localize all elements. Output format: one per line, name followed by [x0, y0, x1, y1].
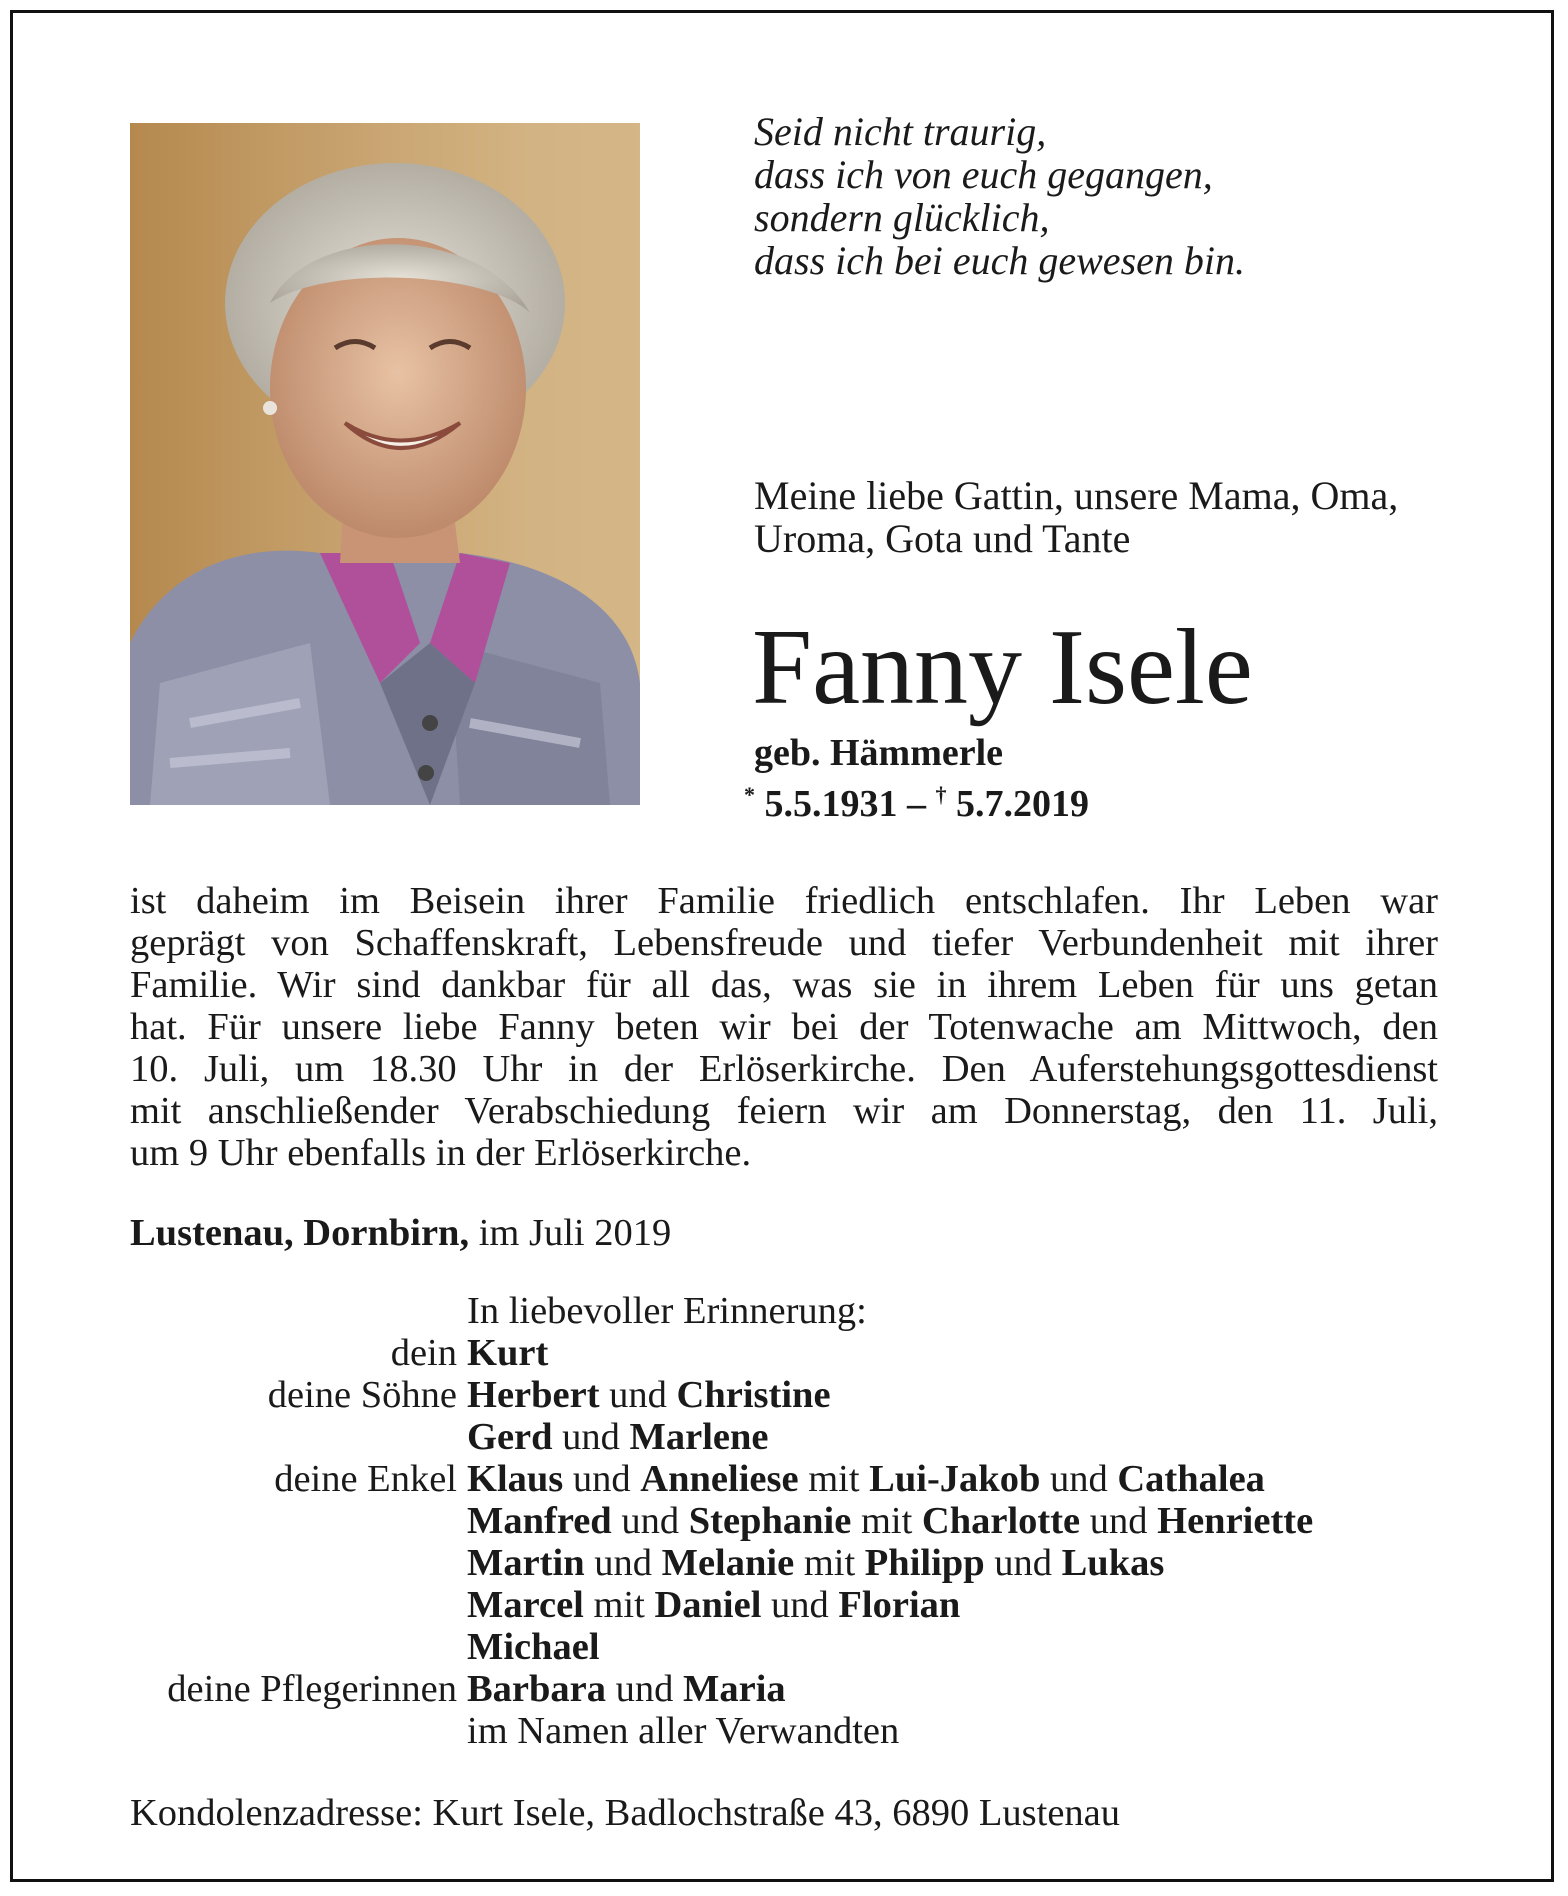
mourner-name: Charlotte	[921, 1500, 1081, 1542]
body-line: hat. Für unsere liebe Fanny beten wir bei der Totenwache am Mittwoch, den	[130, 1006, 1438, 1048]
connector-text: und	[1080, 1500, 1158, 1542]
poem-line: dass ich von euch gegangen,	[754, 152, 1213, 197]
poem-line: dass ich bei euch gewesen bin.	[754, 238, 1245, 283]
mourner-name: Maria	[683, 1668, 786, 1710]
mourner-row	[130, 1416, 1470, 1458]
connector-text: mit	[798, 1458, 870, 1500]
life-dates	[744, 774, 1089, 825]
mourner-row	[130, 1584, 1470, 1626]
intro-line: Uroma, Gota und Tante	[754, 516, 1131, 561]
memory-block	[130, 1290, 1470, 1752]
date-separator: –	[907, 783, 926, 825]
relation-label	[130, 1542, 467, 1584]
relation-label	[130, 1416, 467, 1458]
relation-label: deine Enkel	[274, 1458, 457, 1500]
mourner-name: Florian	[838, 1584, 961, 1626]
body-line: Familie. Wir sind dankbar für all das, was sie in ihrem Leben für uns getan	[130, 964, 1438, 1006]
connector-text: mit	[794, 1542, 865, 1584]
mourner-name: Lui-Jakob	[869, 1458, 1041, 1500]
mourner-names	[467, 1668, 1470, 1710]
relation-label: deine Pflegerinnen	[167, 1668, 457, 1710]
mourner-names	[467, 1542, 1470, 1584]
connector-text: und	[761, 1584, 839, 1626]
mourner-row	[130, 1668, 1470, 1710]
mourner-name: Marcel	[467, 1584, 584, 1626]
mourner-row	[130, 1500, 1470, 1542]
connector-text: und	[611, 1500, 689, 1542]
body-line: um 9 Uhr ebenfalls in der Erlöserkirche.	[130, 1132, 752, 1174]
memory-heading: In liebevoller Erinnerung:	[467, 1290, 867, 1332]
relation-label: dein	[390, 1332, 457, 1374]
memory-heading-row	[130, 1290, 1470, 1332]
condolence-address: Kondolenzadresse: Kurt Isele, Badlochstraße 43, 6890 Lustenau	[130, 1792, 1121, 1834]
mourner-names	[467, 1374, 1470, 1416]
mourner-names	[467, 1710, 1470, 1752]
maiden-name: geb. Hämmerle	[754, 732, 1004, 774]
mourner-name: Marlene	[629, 1416, 769, 1458]
mourner-name: Daniel	[654, 1584, 762, 1626]
birth-date: 5.5.1931	[764, 783, 898, 825]
mourner-name: Michael	[467, 1626, 600, 1668]
connector-text: und	[606, 1668, 684, 1710]
death-symbol: †	[935, 782, 947, 807]
mourner-name: Christine	[676, 1374, 831, 1416]
mourner-name: Lukas	[1061, 1542, 1165, 1584]
mourners-list	[130, 1332, 1470, 1752]
portrait-photo	[130, 123, 640, 805]
connector-text: und	[552, 1416, 630, 1458]
connector-text: und	[599, 1374, 677, 1416]
body-line: ist daheim im Beisein ihrer Familie friedlich entschlafen. Ihr Leben war	[130, 880, 1438, 922]
mourner-name: Philipp	[864, 1542, 985, 1584]
birth-symbol: *	[744, 782, 755, 807]
poem-line: Seid nicht traurig,	[754, 109, 1047, 154]
mourner-name: Melanie	[661, 1542, 795, 1584]
connector-text: und	[563, 1458, 641, 1500]
mourner-name: Klaus	[467, 1458, 564, 1500]
body-line: mit anschließender Verabschiedung feiern wir am Donnerstag, den 11. Juli,	[130, 1090, 1438, 1132]
mourner-name: Manfred	[467, 1500, 612, 1542]
connector-text: und	[984, 1542, 1062, 1584]
body-line: geprägt von Schaffenskraft, Lebensfreude und tiefer Verbundenheit mit ihrer	[130, 922, 1438, 964]
connector-text: und	[584, 1542, 662, 1584]
mourner-name: Herbert	[467, 1374, 600, 1416]
intro-line: Meine liebe Gattin, unsere Mama, Oma,	[754, 473, 1399, 518]
relation-label	[130, 1500, 467, 1542]
mourner-names	[467, 1332, 1470, 1374]
connector-text: und	[1040, 1458, 1118, 1500]
mourner-names	[467, 1626, 1470, 1668]
connector-text: mit	[583, 1584, 655, 1626]
poem-line: sondern glücklich,	[754, 195, 1050, 240]
mourner-names	[467, 1584, 1470, 1626]
place-date	[130, 1212, 671, 1254]
mourner-names	[467, 1458, 1470, 1500]
mourner-row	[130, 1542, 1470, 1584]
connector-text: im Namen aller Verwandten	[467, 1710, 900, 1752]
memorial-poem	[754, 110, 1454, 282]
relation-label	[130, 1584, 467, 1626]
mourner-name: Cathalea	[1117, 1458, 1265, 1500]
intro-text	[754, 474, 1474, 560]
mourner-name: Anneliese	[640, 1458, 799, 1500]
place-names: Lustenau, Dornbirn,	[130, 1212, 470, 1254]
mourner-name: Kurt	[467, 1332, 549, 1374]
notice-body	[130, 880, 1438, 1174]
body-line: 10. Juli, um 18.30 Uhr in der Erlöserkirche. Den Auferstehungsgottesdienst	[130, 1048, 1438, 1090]
mourner-name: Henriette	[1157, 1500, 1314, 1542]
death-date: 5.7.2019	[956, 783, 1089, 825]
deceased-name: Fanny Isele	[752, 608, 1253, 727]
mourner-name: Martin	[467, 1542, 585, 1584]
relation-label	[130, 1626, 467, 1668]
mourner-row	[130, 1374, 1470, 1416]
mourner-names	[467, 1416, 1470, 1458]
mourner-row	[130, 1332, 1470, 1374]
relation-label: deine Söhne	[267, 1374, 457, 1416]
notice-date: im Juli 2019	[478, 1212, 672, 1254]
mourner-row	[130, 1710, 1470, 1752]
relation-label	[130, 1710, 467, 1752]
mourner-name: Stephanie	[688, 1500, 852, 1542]
mourner-row	[130, 1458, 1470, 1500]
mourner-row	[130, 1626, 1470, 1668]
mourner-name: Barbara	[467, 1668, 607, 1710]
portrait-image	[130, 123, 640, 805]
mourner-names	[467, 1500, 1470, 1542]
mourner-name: Gerd	[467, 1416, 553, 1458]
connector-text: mit	[851, 1500, 922, 1542]
